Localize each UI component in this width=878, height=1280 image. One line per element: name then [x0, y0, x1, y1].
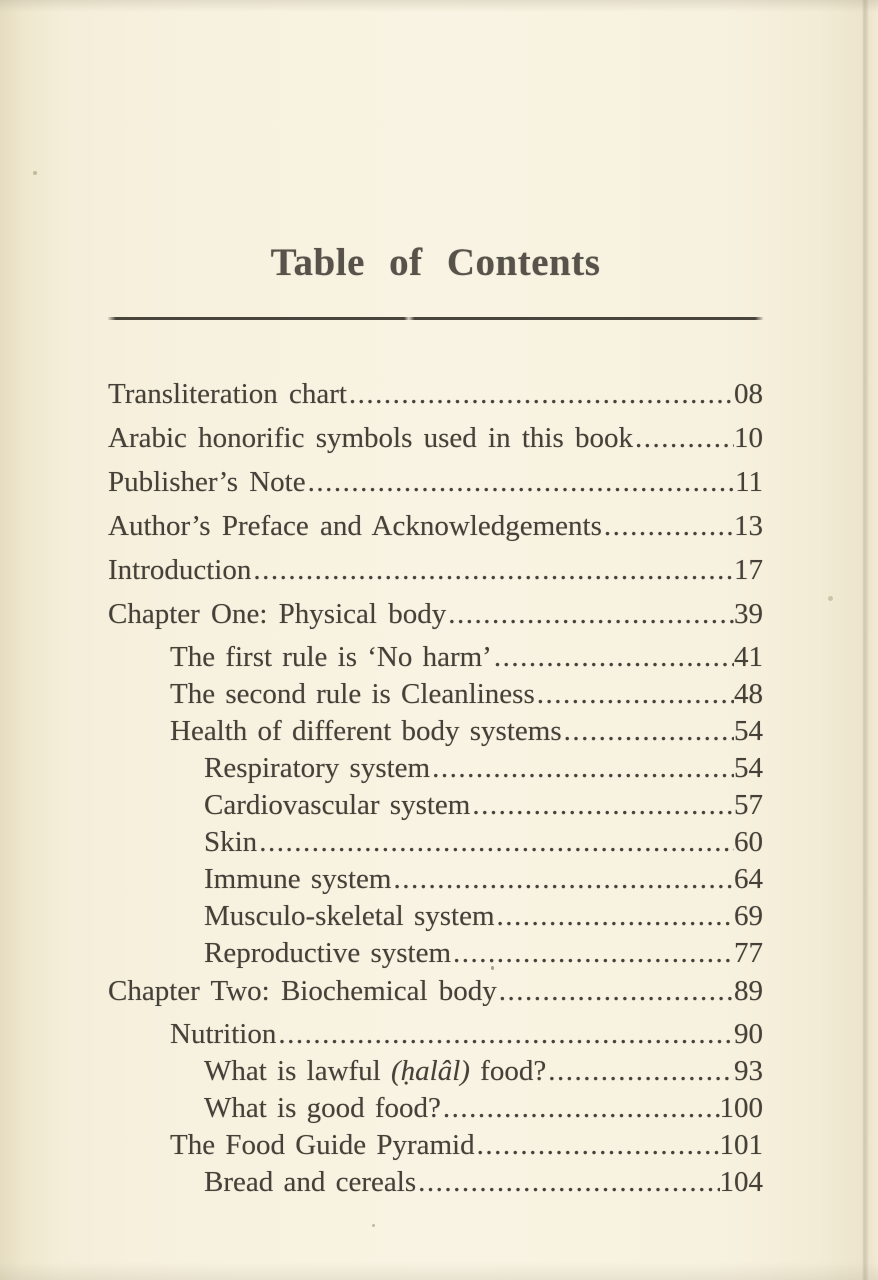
toc-entry-label: Author’s Preface and Acknowledgements [108, 510, 602, 542]
toc-entry-label: Publisher’s Note [108, 466, 306, 498]
toc-entry-label: The second rule is Cleanliness [170, 678, 535, 710]
toc-entry [108, 422, 763, 454]
dot-leader [259, 827, 734, 858]
dot-leader [308, 466, 735, 498]
toc-entry-label: Transliteration chart [108, 378, 347, 410]
dot-leader [497, 901, 734, 932]
toc-entry-label [204, 1056, 546, 1087]
toc-entry-page: 54 [734, 715, 763, 747]
toc-entry-label: Musculo-skeletal system [204, 900, 495, 932]
toc-entry-page: 39 [734, 598, 763, 630]
divider-rule [108, 317, 763, 320]
toc-entry-label: The Food Guide Pyramid [170, 1129, 475, 1161]
toc-entry-chapter [108, 598, 763, 630]
toc-entry [108, 679, 763, 710]
page-title: Table of Contents [270, 241, 601, 284]
toc-entry-label: Nutrition [170, 1018, 277, 1050]
dust-speck [372, 1224, 375, 1227]
toc-entry-page: 13 [734, 510, 763, 542]
dot-leader [548, 1056, 734, 1087]
toc-entry-page: 77 [734, 937, 763, 969]
toc-entry-page: 89 [734, 975, 763, 1007]
dot-leader [443, 1093, 720, 1124]
table-of-contents [108, 378, 763, 1198]
toc-entry [108, 938, 763, 969]
dust-speck [828, 596, 833, 601]
toc-entry [108, 716, 763, 747]
toc-entry [108, 1093, 763, 1124]
toc-entry-page: 10 [734, 422, 763, 454]
dot-leader [418, 1167, 719, 1198]
toc-entry [108, 864, 763, 895]
toc-entry [108, 827, 763, 858]
toc-entry-page: 08 [734, 378, 763, 410]
toc-entry-page: 60 [734, 826, 763, 858]
toc-entry-label: What is good food? [204, 1092, 441, 1124]
dot-leader [499, 975, 734, 1007]
toc-entry [108, 1056, 763, 1087]
toc-entry-page: 93 [734, 1055, 763, 1087]
dot-leader [278, 1019, 734, 1050]
toc-entry [108, 1019, 763, 1050]
toc-entry [108, 790, 763, 821]
toc-entry [108, 753, 763, 784]
toc-entry-label: Chapter Two: Biochemical body [108, 975, 497, 1007]
toc-entry-label: Arabic honorific symbols used in this book [108, 422, 634, 454]
toc-entry-label: Reproductive system [204, 937, 452, 969]
toc-entry-page: 54 [734, 752, 763, 784]
toc-entry-page: 64 [734, 863, 763, 895]
toc-entry-label-italic: (ḥalâl) [390, 1055, 470, 1087]
toc-entry-label-pre: What is lawful [204, 1055, 391, 1087]
toc-entry [108, 378, 763, 410]
page-content [108, 0, 763, 1204]
toc-entry [108, 1167, 763, 1198]
toc-entry [108, 466, 763, 498]
toc-entry [108, 901, 763, 932]
toc-entry-page: 69 [734, 900, 763, 932]
toc-entry-page: 48 [734, 678, 763, 710]
dot-leader [494, 642, 734, 673]
dot-leader [477, 1130, 720, 1161]
toc-entry-page: 57 [734, 789, 763, 821]
toc-entry-page: 104 [719, 1166, 763, 1198]
toc-entry [108, 554, 763, 586]
toc-entry-page: 90 [734, 1018, 763, 1050]
toc-entry-label: Bread and cereals [204, 1166, 417, 1198]
toc-entry-page: 41 [734, 641, 763, 673]
toc-entry-label: Cardiovascular system [204, 789, 471, 821]
dot-leader [349, 378, 734, 410]
dot-leader [453, 938, 734, 969]
toc-entry-page: 100 [719, 1092, 763, 1124]
dot-leader [253, 554, 734, 586]
toc-entry [108, 642, 763, 673]
toc-entry [108, 510, 763, 542]
toc-entry-chapter [108, 975, 763, 1007]
toc-entry-page: 101 [719, 1129, 763, 1161]
toc-entry-label: The first rule is ‘No harm’ [170, 641, 492, 673]
dot-leader [564, 716, 734, 747]
toc-entry [108, 1130, 763, 1161]
dot-leader [448, 598, 734, 630]
dot-leader [635, 422, 734, 454]
toc-entry-page: 11 [735, 466, 763, 498]
toc-entry-label: Chapter One: Physical body [108, 598, 447, 630]
dot-leader [537, 679, 734, 710]
toc-entry-label: Respiratory system [204, 752, 431, 784]
dust-speck [33, 171, 37, 175]
toc-entry-label: Immune system [204, 863, 392, 895]
toc-entry-page: 17 [734, 554, 763, 586]
toc-entry-label-post: food? [469, 1055, 547, 1087]
dot-leader [432, 753, 734, 784]
dot-leader [604, 510, 734, 542]
toc-entry-label: Introduction [108, 554, 252, 586]
toc-entry-label: Skin [204, 826, 258, 858]
dot-leader [472, 790, 734, 821]
dot-leader [393, 864, 734, 895]
toc-entry-label: Health of different body systems [170, 715, 562, 747]
